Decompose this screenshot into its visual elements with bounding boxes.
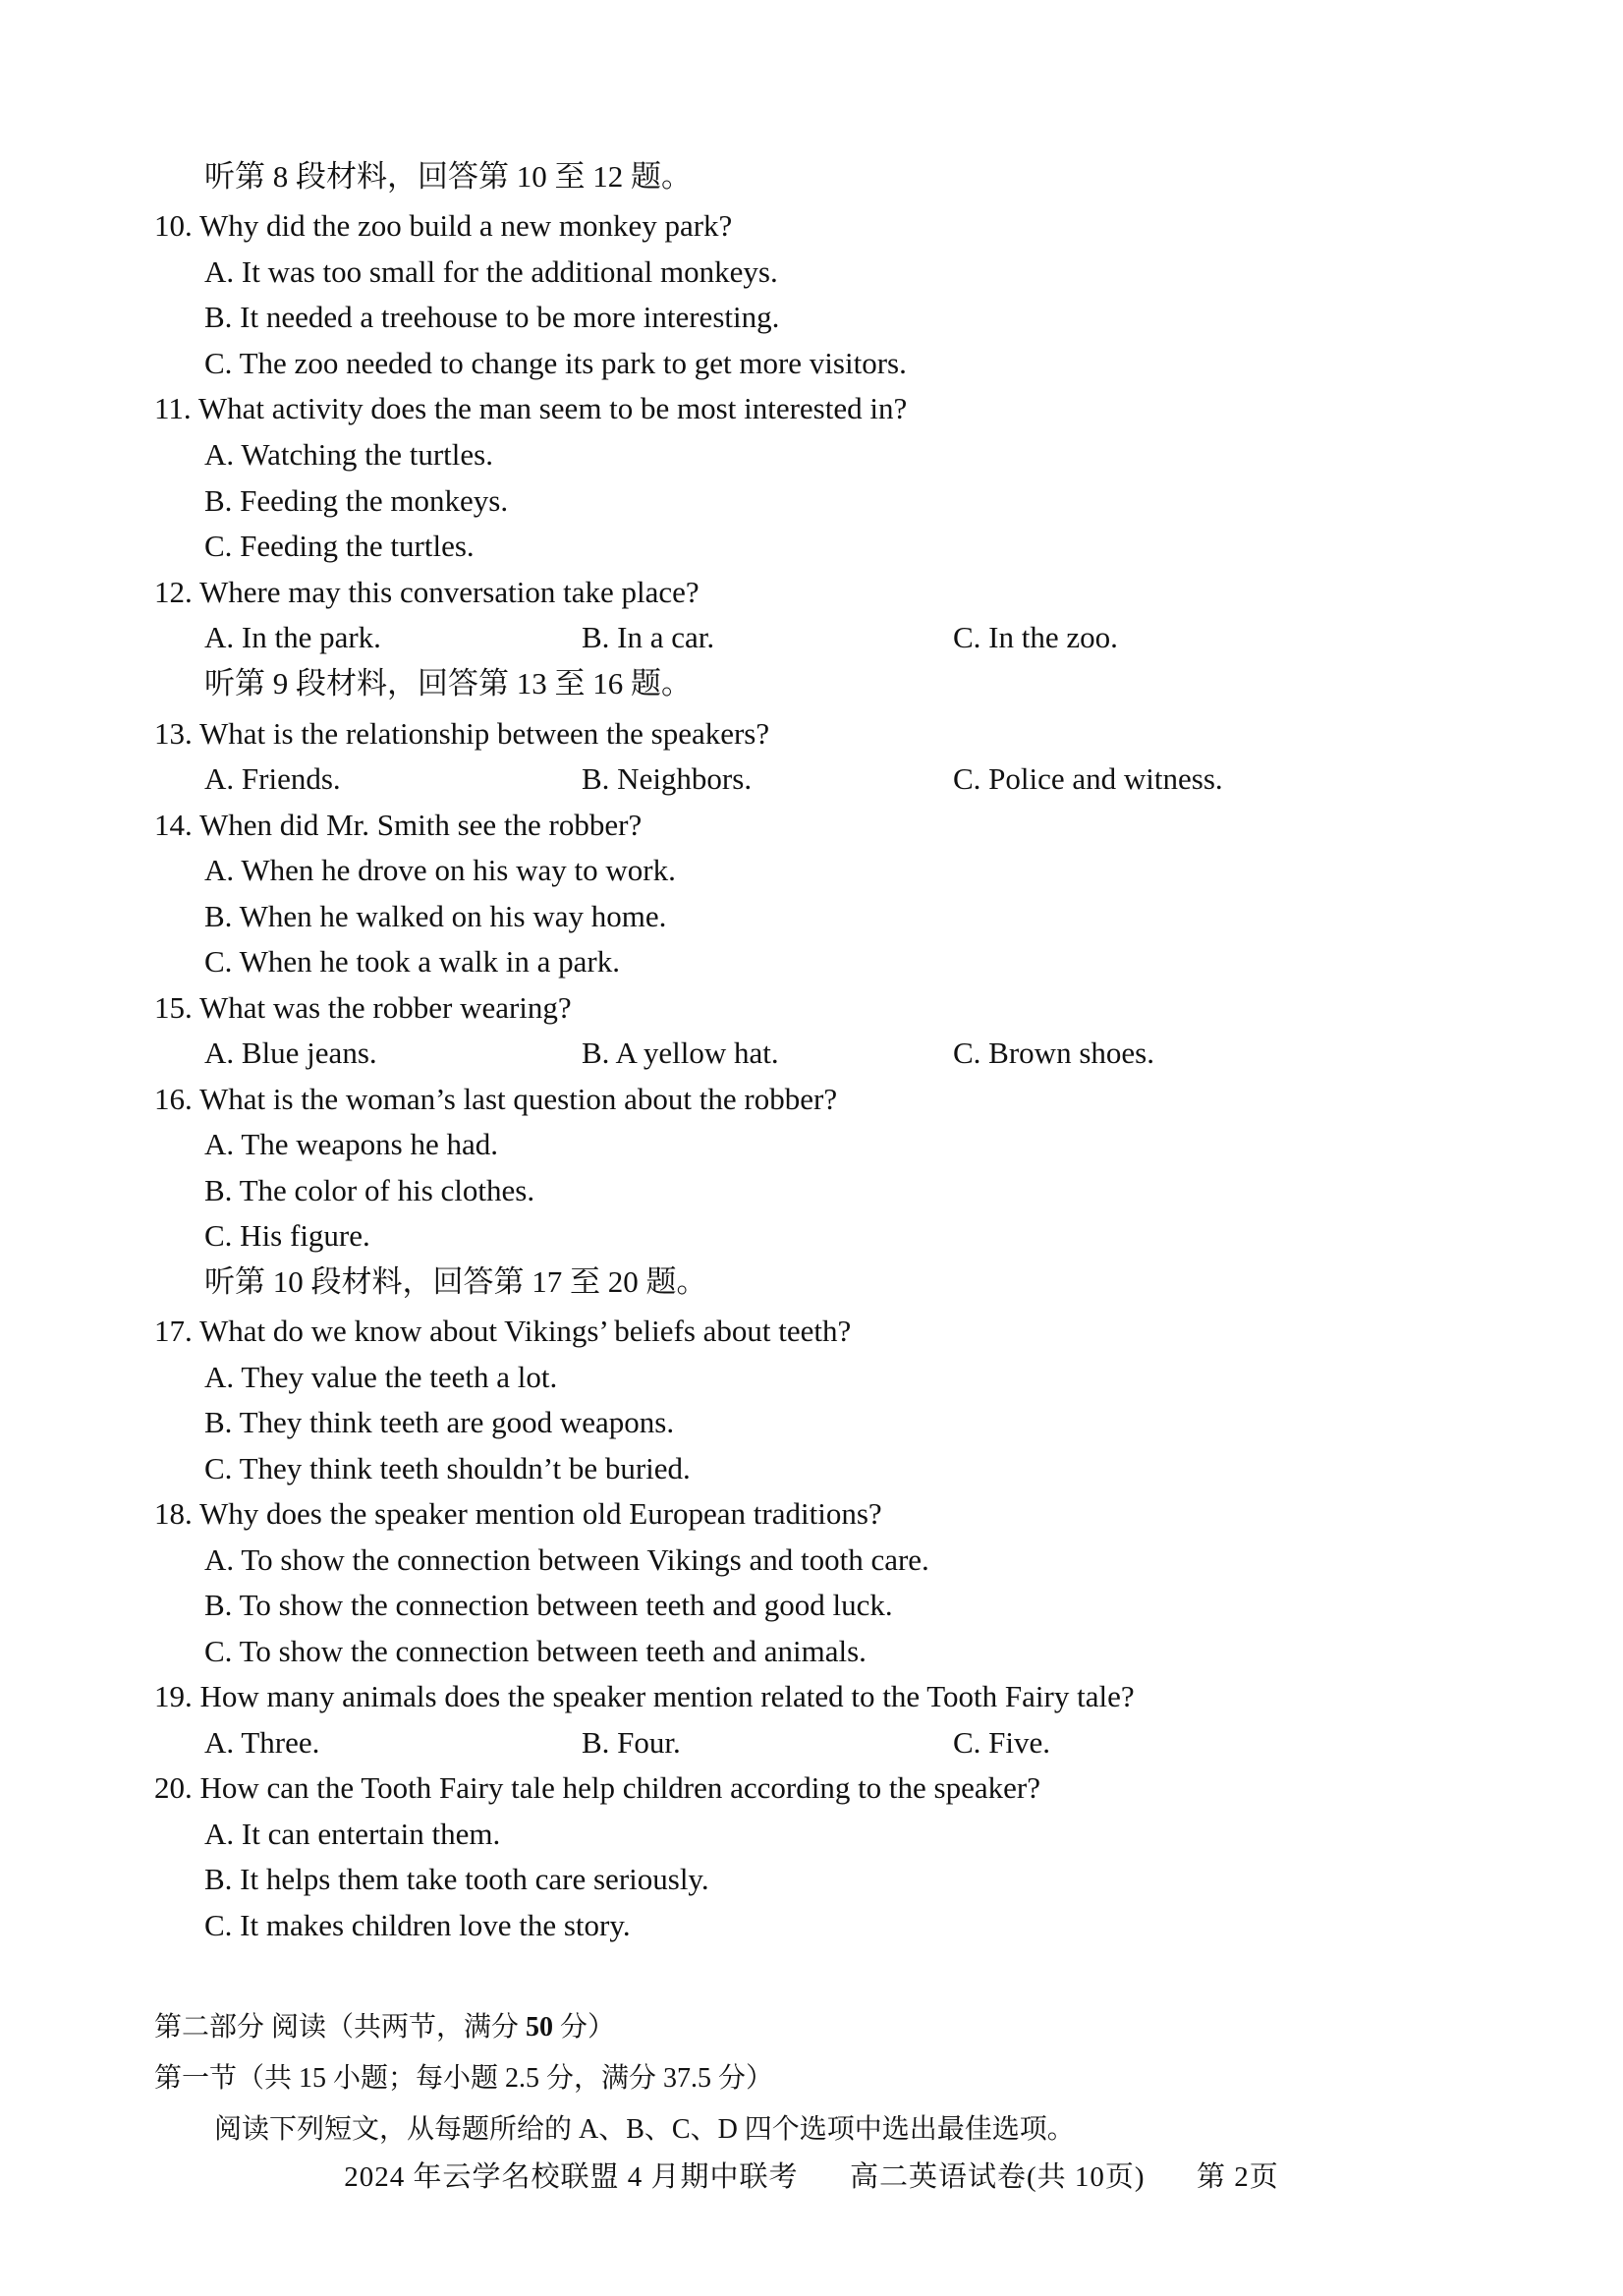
option-a: A. In the park. bbox=[204, 620, 381, 654]
question-number: 13. bbox=[154, 716, 193, 751]
question-number: 12. bbox=[154, 575, 193, 609]
option-c: C. Brown shoes. bbox=[953, 1036, 1154, 1070]
question-text: Why did the zoo build a new monkey park? bbox=[198, 208, 733, 243]
section-heading: 听第 8 段材料，回答第 10 至 12 题。 bbox=[204, 159, 692, 194]
question-text: What was the robber wearing? bbox=[198, 990, 572, 1025]
option-b: B. It needed a treehouse to be more interesting. bbox=[204, 300, 780, 334]
section-heading: 听第 10 段材料，回答第 17 至 20 题。 bbox=[204, 1264, 707, 1299]
footer-exam: 2024 年云学名校联盟 4 月期中联考 bbox=[344, 2161, 799, 2193]
question-number: 14. bbox=[154, 808, 193, 842]
option-b: B. It helps them take tooth care seriously. bbox=[204, 1862, 709, 1896]
question-number: 17. bbox=[154, 1314, 193, 1348]
question-text: Why does the speaker mention old European traditions? bbox=[198, 1496, 882, 1531]
part2-section1: 第一节（共 15 小题；每小题 2.5 分，满分 37.5 分） bbox=[154, 2063, 774, 2094]
option-a: A. When he drove on his way to work. bbox=[204, 853, 676, 887]
option-b: B. Neighbors. bbox=[582, 761, 753, 796]
question-13 bbox=[154, 714, 769, 754]
question-number: 16. bbox=[154, 1082, 193, 1116]
option-c: C. Police and witness. bbox=[953, 761, 1223, 796]
option-b: B. To show the connection between teeth and good luck. bbox=[204, 1588, 893, 1622]
option-b: B. Feeding the monkeys. bbox=[204, 483, 509, 518]
question-text: What is the relationship between the speakers? bbox=[198, 716, 770, 751]
question-18 bbox=[154, 1494, 882, 1534]
question-text: Where may this conversation take place? bbox=[198, 575, 700, 609]
question-text: What is the woman’s last question about the robber? bbox=[198, 1082, 838, 1116]
question-text: How many animals does the speaker mention related to the Tooth Fairy tale? bbox=[199, 1679, 1135, 1713]
option-b: B. In a car. bbox=[582, 620, 715, 654]
option-a: A. The weapons he had. bbox=[204, 1127, 499, 1161]
question-text: What do we know about Vikings’ beliefs about teeth? bbox=[198, 1314, 852, 1348]
footer-page-number: 第 2页 bbox=[1197, 2161, 1279, 2193]
question-20 bbox=[154, 1768, 1040, 1808]
question-17 bbox=[154, 1312, 851, 1351]
option-b: B. A yellow hat. bbox=[582, 1036, 779, 1070]
option-b: B. When he walked on his way home. bbox=[204, 899, 667, 933]
option-c: C. It makes children love the story. bbox=[204, 1908, 631, 1942]
option-a: A. It was too small for the additional monkeys. bbox=[204, 254, 778, 289]
question-14 bbox=[154, 806, 642, 845]
option-c: C. In the zoo. bbox=[953, 620, 1118, 654]
question-number: 15. bbox=[154, 990, 193, 1025]
question-number: 18. bbox=[154, 1496, 193, 1531]
footer-paper: 高二英语试卷(共 10页) bbox=[849, 2161, 1146, 2193]
question-number: 20. bbox=[154, 1770, 193, 1805]
option-c: C. They think teeth shouldn’t be buried. bbox=[204, 1451, 691, 1485]
option-a: A. It can entertain them. bbox=[204, 1817, 501, 1851]
part2-score: 50 bbox=[526, 2012, 554, 2043]
option-c: C. To show the connection between teeth and animals. bbox=[204, 1634, 867, 1668]
option-c: C. Five. bbox=[953, 1725, 1051, 1760]
question-16 bbox=[154, 1080, 837, 1119]
option-c: C. The zoo needed to change its park to get more visitors. bbox=[204, 346, 907, 380]
option-a: A. Blue jeans. bbox=[204, 1036, 377, 1070]
page-footer bbox=[0, 2157, 1623, 2197]
option-b: B. The color of his clothes. bbox=[204, 1173, 535, 1207]
option-a: A. Watching the turtles. bbox=[204, 437, 493, 472]
question-11 bbox=[154, 389, 907, 428]
question-text: When did Mr. Smith see the robber? bbox=[198, 808, 643, 842]
option-a: A. To show the connection between Vikings and tooth care. bbox=[204, 1542, 929, 1577]
section-heading: 听第 9 段材料，回答第 13 至 16 题。 bbox=[204, 666, 692, 700]
question-number: 19. bbox=[154, 1679, 193, 1713]
option-c: C. When he took a walk in a park. bbox=[204, 944, 620, 979]
option-c: C. Feeding the turtles. bbox=[204, 529, 475, 563]
part2-title: 第二部分 阅读（共两节，满分 50 分） bbox=[154, 2012, 616, 2043]
question-19 bbox=[154, 1677, 1135, 1716]
option-a: A. They value the teeth a lot. bbox=[204, 1360, 558, 1394]
question-number: 10. bbox=[154, 208, 193, 243]
option-a: A. Friends. bbox=[204, 761, 341, 796]
question-15 bbox=[154, 988, 572, 1028]
option-b: B. They think teeth are good weapons. bbox=[204, 1405, 675, 1439]
question-12 bbox=[154, 573, 700, 612]
option-a: A. Three. bbox=[204, 1725, 320, 1760]
part2-instruction: 阅读下列短文，从每题所给的 A、B、C、D 四个选项中选出最佳选项。 bbox=[214, 2114, 1075, 2145]
question-number: 11. bbox=[154, 391, 192, 425]
question-text: What activity does the man seem to be most interested in? bbox=[197, 391, 908, 425]
question-10 bbox=[154, 206, 732, 246]
question-text: How can the Tooth Fairy tale help children according to the speaker? bbox=[199, 1770, 1040, 1805]
option-c: C. His figure. bbox=[204, 1218, 370, 1253]
option-b: B. Four. bbox=[582, 1725, 681, 1760]
